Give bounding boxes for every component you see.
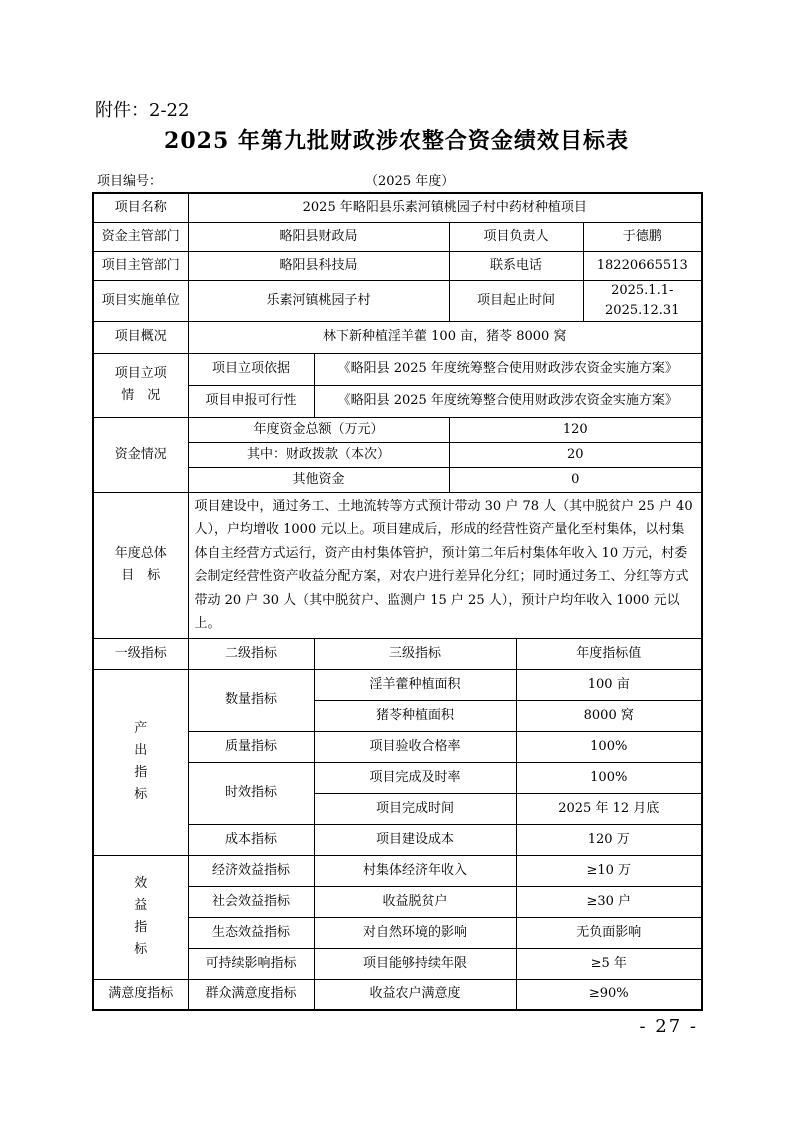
cell-label: 项目实施单位 bbox=[93, 280, 188, 321]
cell-value: 收益农户满意度 bbox=[314, 979, 516, 1010]
social-indicator-label: 社会效益指标 bbox=[188, 886, 314, 917]
benefit-label-char: 指 bbox=[134, 920, 148, 935]
output-indicator-label bbox=[93, 669, 188, 855]
table-row bbox=[93, 353, 702, 385]
table-row bbox=[93, 193, 702, 222]
attachment-label: 附件：2-22 bbox=[95, 100, 190, 121]
cell-label: 项目名称 bbox=[93, 193, 188, 222]
column-header: 一级指标 bbox=[93, 638, 188, 669]
quality-indicator-label: 质量指标 bbox=[188, 731, 314, 762]
cell-value: 项目完成时间 bbox=[314, 793, 516, 824]
cell-value: 项目建设成本 bbox=[314, 824, 516, 855]
table-row bbox=[93, 321, 702, 353]
time-indicator-label: 时效指标 bbox=[188, 762, 314, 824]
cell-value: 100 亩 bbox=[516, 669, 702, 700]
cell-value: 淫羊藿种植面积 bbox=[314, 669, 516, 700]
year-label: （2025 年度） bbox=[365, 174, 455, 189]
table-row bbox=[93, 280, 702, 321]
cell-label: 其中：财政拨款（本次） bbox=[188, 442, 449, 467]
cell-value: 2025.1.1-2025.12.31 bbox=[583, 280, 702, 321]
cell-value: 120 bbox=[449, 417, 702, 442]
cell-label: 项目起止时间 bbox=[449, 280, 583, 321]
cell-value: 乐素河镇桃园子村 bbox=[188, 280, 449, 321]
cell-value: 村集体经济年收入 bbox=[314, 855, 516, 886]
column-header: 三级指标 bbox=[314, 638, 516, 669]
cell-value: ≥10 万 bbox=[516, 855, 702, 886]
cell-value: ≥5 年 bbox=[516, 948, 702, 979]
cell-label: 项目概况 bbox=[93, 321, 188, 353]
goal-text: 项目建设中，通过务工、土地流转等方式预计带动 30 户 78 人（其中脱贫户 25 户 40 人），户均增收 1000 元以上。项目建成后，形成的经营性资产量化至村集体，以村集体自主经营方式运行，资产由村集体管护，预计第二年后村集体年收入 10 万元，村委会制定经营性资产收益分配方案，对农户进行差异化分红；同时通过务工、分红等方式带动 20 户 30 人（其中脱贫户、监测户 15 户 25 人），预计户均年收入 1000 元以上。 bbox=[188, 492, 702, 638]
cell-value: 略阳县财政局 bbox=[188, 222, 449, 251]
cell-value: 0 bbox=[449, 467, 702, 492]
cell-value: 2025 年略阳县乐素河镇桃园子村中药材种植项目 bbox=[188, 193, 702, 222]
cell-value: 猪苓种植面积 bbox=[314, 700, 516, 731]
cell-label: 年度资金总额（万元） bbox=[188, 417, 449, 442]
table-row bbox=[93, 855, 702, 886]
approval-label bbox=[93, 353, 188, 417]
output-label-char: 指 bbox=[134, 765, 148, 780]
cell-value: 项目能够持续年限 bbox=[314, 948, 516, 979]
cell-value: 100% bbox=[516, 762, 702, 793]
benefit-label-char: 标 bbox=[134, 942, 148, 957]
page-number: - 27 - bbox=[639, 1016, 698, 1037]
cell-label: 项目立项依据 bbox=[188, 353, 314, 385]
cell-label: 资金主管部门 bbox=[93, 222, 188, 251]
cell-value: 18220665513 bbox=[583, 251, 702, 280]
approval-label-line2: 情 况 bbox=[121, 388, 161, 403]
benefit-label-char: 效 bbox=[134, 876, 148, 891]
table-row bbox=[93, 222, 702, 251]
output-label-char: 产 bbox=[134, 721, 148, 736]
cell-value: 8000 窝 bbox=[516, 700, 702, 731]
cell-label: 其他资金 bbox=[188, 467, 449, 492]
funds-label: 资金情况 bbox=[93, 417, 188, 492]
table-row bbox=[93, 979, 702, 1010]
cell-value: 无负面影响 bbox=[516, 917, 702, 948]
cell-value: 2025 年 12 月底 bbox=[516, 793, 702, 824]
cell-value: ≥90% bbox=[516, 979, 702, 1010]
cell-value: ≥30 户 bbox=[516, 886, 702, 917]
output-label-char: 标 bbox=[134, 787, 148, 802]
cell-value: 林下新种植淫羊藿 100 亩，猪苓 8000 窝 bbox=[188, 321, 702, 353]
output-label-char: 出 bbox=[134, 743, 148, 758]
goal-label-line1: 年度总体 bbox=[114, 546, 167, 561]
benefit-label-char: 益 bbox=[134, 898, 148, 913]
cell-value: 收益脱贫户 bbox=[314, 886, 516, 917]
cell-value: 《略阳县 2025 年度统筹整合使用财政涉农资金实施方案》 bbox=[314, 353, 702, 385]
ecological-indicator-label: 生态效益指标 bbox=[188, 917, 314, 948]
goal-label-line2: 目 标 bbox=[121, 568, 161, 583]
cell-value: 项目验收合格率 bbox=[314, 731, 516, 762]
goal-label bbox=[93, 492, 188, 638]
cell-label: 项目申报可行性 bbox=[188, 385, 314, 417]
table-row bbox=[93, 251, 702, 280]
economic-indicator-label: 经济效益指标 bbox=[188, 855, 314, 886]
cell-value: 对自然环境的影响 bbox=[314, 917, 516, 948]
column-header: 年度指标值 bbox=[516, 638, 702, 669]
cell-label: 项目主管部门 bbox=[93, 251, 188, 280]
cost-indicator-label: 成本指标 bbox=[188, 824, 314, 855]
benefit-indicator-label bbox=[93, 855, 188, 979]
cell-value: 略阳县科技局 bbox=[188, 251, 449, 280]
cell-label: 联系电话 bbox=[449, 251, 583, 280]
approval-label-line1: 项目立项 bbox=[114, 366, 167, 381]
cell-value: 120 万 bbox=[516, 824, 702, 855]
sustainability-indicator-label: 可持续影响指标 bbox=[188, 948, 314, 979]
cell-value: 于德鹏 bbox=[583, 222, 702, 251]
table-row bbox=[93, 669, 702, 700]
cell-value: 100% bbox=[516, 731, 702, 762]
cell-value: 20 bbox=[449, 442, 702, 467]
page-title: 2025 年第九批财政涉农整合资金绩效目标表 bbox=[164, 128, 629, 154]
cell-value: 项目完成及时率 bbox=[314, 762, 516, 793]
public-satisfaction-label: 群众满意度指标 bbox=[188, 979, 314, 1010]
quantity-indicator-label: 数量指标 bbox=[188, 669, 314, 731]
performance-table bbox=[92, 192, 703, 1011]
satisfaction-indicator-label: 满意度指标 bbox=[93, 979, 188, 1010]
cell-label: 项目负责人 bbox=[449, 222, 583, 251]
column-header: 二级指标 bbox=[188, 638, 314, 669]
project-number-label: 项目编号： bbox=[97, 174, 163, 189]
cell-value: 《略阳县 2025 年度统筹整合使用财政涉农资金实施方案》 bbox=[314, 385, 702, 417]
table-row bbox=[93, 638, 702, 669]
table-row bbox=[93, 492, 702, 638]
table-row bbox=[93, 417, 702, 442]
